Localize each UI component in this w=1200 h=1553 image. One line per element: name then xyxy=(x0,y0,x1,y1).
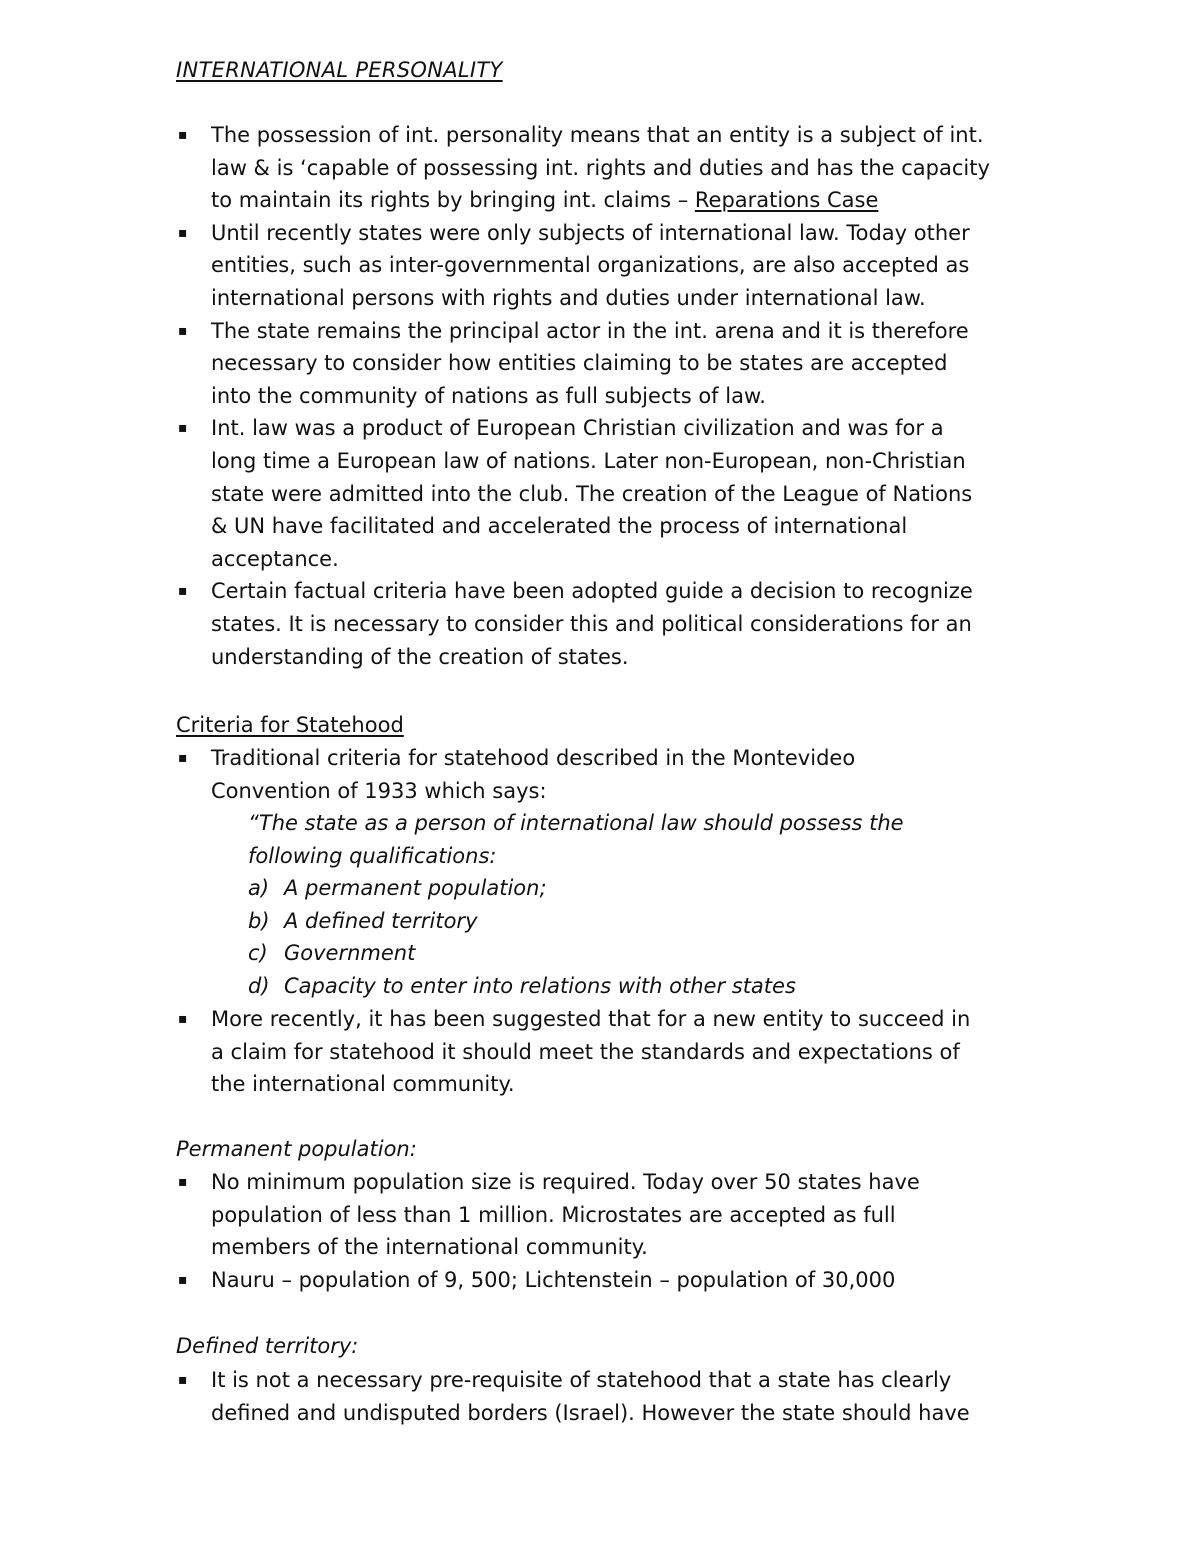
list-marker: c) xyxy=(248,941,268,966)
intro-bullet-list xyxy=(0,119,1200,673)
text-line: to maintain its rights by bringing int. claims – xyxy=(211,188,695,213)
text-line: the international community. xyxy=(211,1072,515,1097)
criteria-bullet-list-2 xyxy=(0,1003,1200,1101)
bullet-marker: ▪ xyxy=(178,1372,188,1388)
text-line: states. It is necessary to consider this and political considerations for an xyxy=(211,611,972,636)
list-item xyxy=(0,1166,1041,1264)
text-line: “The state as a person of international law should possess the xyxy=(248,811,904,835)
qualification-text: Government xyxy=(284,941,416,966)
list-item xyxy=(0,905,796,938)
list-item xyxy=(0,937,796,970)
bullet-marker: ▪ xyxy=(178,420,188,437)
text-line: The state remains the principal actor in the int. arena and it is therefore xyxy=(211,318,969,343)
text-line: Certain factual criteria have been adopted guide a decision to recognize xyxy=(211,579,973,604)
bullet-marker: ▪ xyxy=(178,224,188,241)
text-line: & UN have facilitated and accelerated the process of international xyxy=(211,514,908,539)
text-line: Int. law was a product of European Christian civilization and was for a xyxy=(211,416,944,441)
text-line: law & is ‘capable of possessing int. rights and duties and has the capacity xyxy=(211,155,990,180)
list-item xyxy=(0,1364,1041,1429)
section-heading-criteria: Criteria for Statehood xyxy=(176,713,404,737)
list-item xyxy=(0,315,1041,413)
text-line: Traditional criteria for statehood described in the Montevideo xyxy=(211,746,856,770)
text-line: Nauru – population of 9, 500; Lichtenstein – population of 30,000 xyxy=(211,1267,896,1292)
text-line: Convention of 1933 which says: xyxy=(211,778,547,803)
page-title: INTERNATIONAL PERSONALITY xyxy=(176,58,503,82)
criteria-bullet-list xyxy=(0,742,1200,807)
section-heading-population: Permanent population: xyxy=(176,1137,417,1161)
list-item xyxy=(0,575,1041,673)
list-item xyxy=(0,119,1041,217)
list-marker: a) xyxy=(248,876,270,900)
territory-bullet-list xyxy=(0,1364,1200,1429)
list-item xyxy=(0,742,1041,807)
text-line: It is not a necessary pre-requisite of statehood that a state has clearly xyxy=(211,1368,952,1392)
list-item xyxy=(0,1003,1041,1101)
text-line: population of less than 1 million. Microstates are accepted as full xyxy=(211,1202,896,1227)
text-line: Until recently states were only subjects of international law. Today other xyxy=(211,220,970,245)
bullet-marker: ▪ xyxy=(178,583,188,600)
bullet-marker: ▪ xyxy=(178,322,188,339)
text-line: understanding of the creation of states. xyxy=(211,644,629,669)
montevideo-quote xyxy=(248,807,904,872)
qualification-text: A permanent population; xyxy=(284,876,547,900)
list-item xyxy=(0,412,1041,575)
list-marker: b) xyxy=(248,908,270,933)
population-bullet-list xyxy=(0,1166,1200,1296)
qualification-text: A defined territory xyxy=(284,908,478,933)
text-line: members of the international community. xyxy=(211,1235,648,1260)
bullet-marker: ▪ xyxy=(178,1011,188,1027)
text-line: acceptance. xyxy=(211,546,339,571)
qualification-text: Capacity to enter into relations with other states xyxy=(284,973,796,998)
text-line: international persons with rights and duties under international law. xyxy=(211,285,926,310)
bullet-marker: ▪ xyxy=(178,1174,188,1190)
text-line: entities, such as inter-governmental organizations, are also accepted as xyxy=(211,253,970,278)
bullet-marker: ▪ xyxy=(178,1271,188,1288)
text-line: defined and undisputed borders (Israel). However the state should have xyxy=(211,1400,970,1425)
text-line: into the community of nations as full subjects of law. xyxy=(211,383,766,408)
text-line: long time a European law of nations. Later non-European, non-Christian xyxy=(211,448,966,473)
text-line: state were admitted into the club. The creation of the League of Nations xyxy=(211,481,973,506)
list-item xyxy=(0,217,1041,315)
list-marker: d) xyxy=(248,973,270,998)
case-citation: Reparations Case xyxy=(694,188,879,213)
qualifications-list xyxy=(0,872,796,1002)
section-heading-territory: Defined territory: xyxy=(176,1334,359,1358)
text-line: The possession of int. personality means that an entity is a subject of int. xyxy=(211,123,984,147)
list-item xyxy=(0,970,796,1003)
text-line: a claim for statehood it should meet the standards and expectations of xyxy=(211,1039,960,1064)
text-line: following qualifications: xyxy=(248,843,497,868)
text-line: No minimum population size is required. Today over 50 states have xyxy=(211,1170,920,1194)
list-item xyxy=(0,872,796,905)
bullet-marker: ▪ xyxy=(178,127,188,143)
text-line: necessary to consider how entities claiming to be states are accepted xyxy=(211,351,948,376)
text-line: More recently, it has been suggested that for a new entity to succeed in xyxy=(211,1007,971,1031)
bullet-marker: ▪ xyxy=(178,750,188,766)
list-item xyxy=(0,1264,1041,1297)
